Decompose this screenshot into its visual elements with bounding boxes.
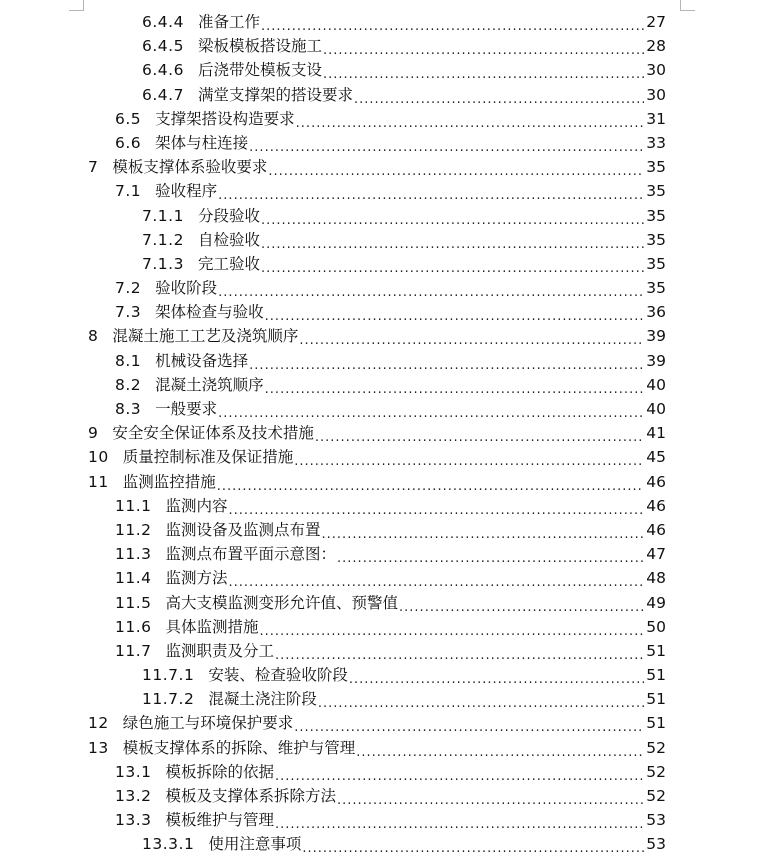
toc-row [0,34,777,58]
toc-entry-title: 监测监控措施 [122,472,216,491]
toc-dot-leader [302,840,644,858]
toc-entry-title: 自检验收 [197,230,260,249]
toc-row [0,107,777,131]
toc-entry-number: 11.6 [115,617,152,636]
toc-row [0,58,777,82]
toc-entry-number: 7.1 [115,182,142,201]
toc-entry-page-number: 53 [646,835,666,854]
toc-entry-number: 13.1 [115,762,152,781]
toc-entry-title: 混凝土浇筑顺序 [155,375,264,394]
toc-entry-title: 监测方法 [165,569,228,588]
toc-entry-page-number: 36 [646,303,666,322]
toc-entry-number: 11.3 [115,545,152,564]
toc-entry-title: 模板支撑体系验收要求 [112,158,268,177]
toc-row [0,324,777,348]
toc-entry-page-number: 46 [646,472,666,491]
toc-entry-link[interactable] [142,34,666,58]
toc-entry-number: 7 [88,158,99,177]
toc-entry-page-number: 40 [646,375,666,394]
toc-entry-number: 8.1 [115,351,142,370]
toc-entry-title: 后浇带处模板支设 [197,61,322,80]
toc-entry-page-number: 50 [646,617,666,636]
toc-entry-page-number: 53 [646,811,666,830]
toc-entry-link[interactable] [142,204,666,228]
toc-entry-title: 机械设备选择 [155,351,249,370]
toc-row [0,349,777,373]
toc-entry-title: 模板维护与管理 [165,811,275,830]
toc-entry-number: 11.7 [115,641,152,660]
toc-entry-page-number: 35 [646,206,666,225]
toc-entry-number: 9 [88,424,99,443]
toc-entry-page-number: 52 [646,762,666,781]
toc-entry-link[interactable] [142,252,666,276]
toc-row [0,300,777,324]
toc-entry-page-number: 48 [646,569,666,588]
toc-entry-number: 11 [88,472,109,491]
toc-entry-page-number: 27 [646,13,666,31]
toc-entry-number: 6.4.5 [142,37,184,56]
toc-entry-page-number: 35 [646,158,666,177]
toc-row [0,711,777,735]
toc-row [0,421,777,445]
toc-entry-link[interactable] [115,760,666,784]
toc-entry-number: 7.1.1 [142,206,184,225]
toc-row [0,179,777,203]
toc-entry-number: 7.1.3 [142,254,184,273]
toc-entry-page-number: 46 [646,520,666,539]
toc-entry-link[interactable] [115,494,666,518]
toc-entry-title: 安全安全保证体系及技术措施 [112,424,314,443]
toc-row [0,131,777,155]
toc-entry-title: 混凝土施工工艺及浇筑顺序 [112,327,299,346]
toc-entry-number: 10 [88,448,109,467]
toc-row [0,591,777,615]
toc-entry-link[interactable] [115,131,666,155]
toc-entry-page-number: 45 [646,448,666,467]
toc-entry-link[interactable] [115,591,666,615]
toc-entry-number: 8 [88,327,99,346]
toc-entry-title: 支撑架搭设构造要求 [155,109,295,128]
toc-entry-number: 6.4.7 [142,85,184,104]
toc-entry-title: 监测设备及监测点布置 [165,520,321,539]
toc-row [0,494,777,518]
toc-entry-link[interactable] [88,324,666,348]
toc-entry-link[interactable] [115,179,666,203]
toc-row [0,687,777,711]
toc-entry-page-number: 47 [646,545,666,564]
toc-row [0,784,777,808]
toc-row [0,397,777,421]
toc-entry-page-number: 30 [646,85,666,104]
toc-entry-page-number: 49 [646,593,666,612]
toc-entry-page-number: 41 [646,424,666,443]
toc-entry-link[interactable] [115,615,666,639]
toc-entry-number: 11.4 [115,569,152,588]
toc-entry-page-number: 35 [646,279,666,298]
toc-entry-page-number: 30 [646,61,666,80]
toc-entry-number: 8.2 [115,375,142,394]
toc-entry-link[interactable] [88,470,666,494]
toc-entry-page-number: 51 [646,714,666,733]
toc-row [0,542,777,566]
toc-entry-number: 8.3 [115,400,142,418]
toc-entry-number: 7.2 [115,279,142,298]
toc-entry-number: 11.1 [115,496,152,515]
toc-entry-page-number: 46 [646,496,666,515]
toc-row [0,615,777,639]
toc-entry-page-number: 33 [646,133,666,152]
toc-entry-number: 13.2 [115,787,152,805]
toc-row [0,228,777,252]
toc-row [0,736,777,760]
toc-row [0,83,777,107]
toc-entry-number: 6.4.4 [142,13,184,31]
toc-entry-link[interactable] [88,736,666,760]
toc-entry-number: 12 [88,714,109,733]
toc-entry-page-number: 40 [646,400,666,418]
toc-entry-link[interactable] [142,663,666,687]
toc-entry-title: 一般要求 [155,400,218,418]
toc-entry-page-number: 52 [646,738,666,757]
toc-entry-number: 6.5 [115,109,142,128]
toc-entry-title: 梁板模板搭设施工 [197,37,322,56]
toc-row [0,252,777,276]
table-of-contents [0,10,777,857]
toc-entry-title: 准备工作 [197,13,260,31]
toc-row [0,808,777,832]
toc-entry-page-number: 51 [646,666,666,685]
toc-row [0,445,777,469]
toc-entry-page-number: 52 [646,787,666,805]
toc-entry-link[interactable] [142,58,666,82]
toc-entry-link[interactable] [115,542,666,566]
toc-entry-link[interactable] [115,784,666,808]
toc-entry-number: 13.3 [115,811,152,830]
toc-entry-title: 架体与柱连接 [155,133,249,152]
toc-row [0,155,777,179]
toc-entry-link[interactable] [142,832,666,856]
toc-entry-link[interactable] [115,373,666,397]
toc-entry-page-number: 39 [646,327,666,346]
toc-entry-page-number: 35 [646,230,666,249]
toc-entry-link[interactable] [115,808,666,832]
toc-entry-number: 13.3.1 [142,835,195,854]
toc-entry-page-number: 31 [646,109,666,128]
toc-entry-title: 验收阶段 [155,279,218,298]
toc-entry-link[interactable] [88,711,666,735]
toc-row [0,470,777,494]
toc-entry-link[interactable] [115,349,666,373]
toc-entry-link[interactable] [115,107,666,131]
toc-row [0,10,777,34]
toc-entry-title: 模板拆除的依据 [165,762,275,781]
toc-entry-title: 高大支模监测变形允许值、预警值 [165,593,399,612]
toc-row [0,832,777,856]
toc-entry-link[interactable] [142,10,666,34]
toc-entry-page-number: 35 [646,254,666,273]
toc-entry-link[interactable] [88,421,666,445]
toc-entry-link[interactable] [142,228,666,252]
toc-entry-title: 验收程序 [155,182,218,201]
toc-entry-number: 11.7.2 [142,690,195,709]
toc-row [0,639,777,663]
toc-entry-title: 分段验收 [197,206,260,225]
toc-entry-link[interactable] [88,445,666,469]
toc-entry-link[interactable] [115,566,666,590]
toc-entry-title: 满堂支撑架的搭设要求 [197,85,353,104]
toc-entry-number: 11.2 [115,520,152,539]
toc-entry-title: 质量控制标准及保证措施 [122,448,294,467]
toc-entry-page-number: 51 [646,641,666,660]
toc-entry-title: 具体监测措施 [165,617,259,636]
toc-entry-link[interactable] [115,518,666,542]
toc-entry-title: 模板及支撑体系拆除方法 [165,787,337,805]
toc-row [0,204,777,228]
toc-entry-page-number: 51 [646,690,666,709]
toc-row [0,518,777,542]
toc-row [0,760,777,784]
toc-entry-number: 13 [88,738,109,757]
toc-row [0,373,777,397]
toc-row [0,276,777,300]
toc-entry-title: 架体检查与验收 [155,303,264,322]
toc-entry-number: 6.6 [115,133,142,152]
toc-entry-title: 完工验收 [197,254,260,273]
toc-entry-title: 监测内容 [165,496,228,515]
toc-entry-title: 使用注意事项 [208,835,302,854]
toc-entry-title: 监测职责及分工 [165,641,275,660]
toc-entry-title: 安装、检查验收阶段 [208,666,348,685]
toc-entry-link[interactable] [142,83,666,107]
toc-entry-title: 绿色施工与环境保护要求 [122,714,294,733]
toc-entry-number: 11.7.1 [142,666,195,685]
toc-entry-number: 7.1.2 [142,230,184,249]
toc-entry-page-number: 39 [646,351,666,370]
toc-entry-link[interactable] [115,397,666,421]
toc-entry-page-number: 28 [646,37,666,56]
toc-entry-link[interactable] [115,639,666,663]
toc-entry-link[interactable] [115,276,666,300]
toc-entry-title: 监测点布置平面示意图： [165,545,337,564]
toc-entry-number: 7.3 [115,303,142,322]
toc-row [0,566,777,590]
toc-entry-title: 混凝土浇注阶段 [208,690,317,709]
toc-entry-number: 11.5 [115,593,152,612]
toc-entry-link[interactable] [142,687,666,711]
toc-entry-link[interactable] [115,300,666,324]
toc-entry-page-number: 35 [646,182,666,201]
toc-entry-number: 6.4.6 [142,61,184,80]
toc-entry-link[interactable] [88,155,666,179]
toc-entry-title: 模板支撑体系的拆除、维护与管理 [122,738,356,757]
toc-row [0,663,777,687]
